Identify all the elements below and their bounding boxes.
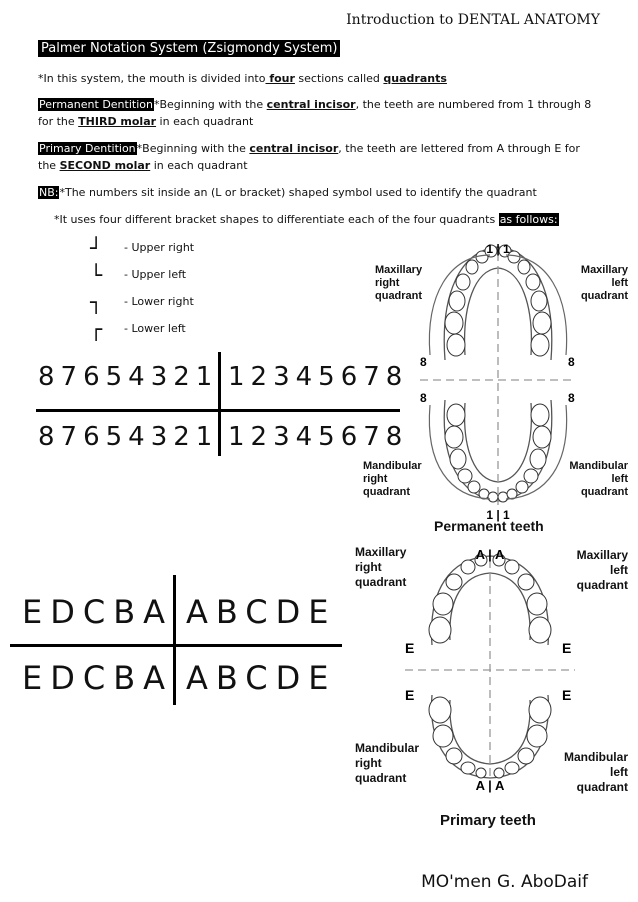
intro-four: four: [265, 72, 295, 85]
legend-row: [90, 315, 194, 342]
permanent-post: in each quadrant: [156, 115, 254, 128]
nb-label: NB:: [39, 186, 59, 199]
permanent-paragraph: [38, 96, 598, 130]
legend-row: [90, 234, 194, 261]
section-title: Palmer Notation System (Zsigmondy System): [38, 40, 340, 57]
legend-label: - Lower right: [124, 295, 194, 308]
tooth-e-label: E: [405, 687, 415, 703]
primary-paragraph: [38, 140, 598, 174]
legend-label: - Upper left: [124, 268, 187, 281]
grid-horizontal-line: [10, 644, 342, 647]
intro-paragraph: [38, 70, 598, 87]
tooth-8-label: 8: [420, 355, 427, 369]
perm-mandibular-right-label: Mandibular right quadrant: [363, 460, 422, 498]
tooth-e-label: E: [562, 640, 572, 656]
upper-left-letters: ABCDE: [186, 593, 337, 631]
perm-maxillary-left-label: Maxillary left quadrant: [580, 264, 628, 302]
tooth-8-label: 8: [568, 355, 575, 369]
primary-pre: *Beginning with the: [136, 142, 250, 155]
permanent-central-incisor: central incisor: [266, 98, 356, 111]
perm-mandibular-left-label: Mandibular left quadrant: [569, 460, 628, 498]
primary-central-incisor: central incisor: [249, 142, 339, 155]
lower-left-numbers: 12345678: [228, 422, 409, 452]
prim-mandibular-right-label: Mandibular right quadrant: [355, 741, 420, 785]
permanent-teeth-caption: Permanent teeth: [434, 518, 544, 534]
permanent-palmer-grid: [36, 352, 409, 456]
nb-text: *The numbers sit inside an (L or bracket) shaped symbol used to identify the quadrant: [59, 186, 537, 199]
intro-text: *In this system, the mouth is divided into: [38, 72, 266, 85]
primary-post: in each quadrant: [150, 159, 248, 172]
lower-left-letters: ABCDE: [186, 659, 337, 697]
author-signature: MO'men G. AboDaif: [421, 872, 588, 892]
tooth-e-label: E: [405, 640, 415, 656]
grid-vertical-line: [173, 575, 176, 705]
nb-paragraph: [38, 184, 598, 201]
perm-maxillary-right-label: Maxillary right quadrant: [375, 264, 423, 302]
permanent-label: Permanent Dentition: [39, 98, 153, 111]
upper-right-numbers: 87654321: [38, 362, 219, 392]
legend-row: [90, 288, 194, 315]
lower-left-bracket-icon: ┌: [90, 316, 103, 341]
primary-mid: , the teeth are lettered from A through E for the: [38, 142, 580, 172]
intro-quadrants: quadrants: [383, 72, 447, 85]
lower-right-numbers: 87654321: [38, 422, 219, 452]
legend-label: - Upper right: [124, 241, 195, 254]
legend-row: [90, 261, 194, 288]
permanent-mid: , the teeth are numbered from 1 through 8 for the: [38, 98, 592, 128]
shapes-highlight: as follows:: [499, 213, 558, 226]
shapes-text: *It uses four different bracket shapes to differentiate each of the four quadrants: [54, 213, 499, 226]
tooth-8-label: 8: [568, 391, 575, 405]
permanent-third-molar: THIRD molar: [78, 115, 157, 128]
bracket-legend: [90, 234, 194, 342]
lower-right-bracket-icon: ┐: [90, 289, 103, 314]
grid-vertical-line: [218, 352, 221, 456]
legend-label: - Lower left: [124, 322, 186, 335]
prim-maxillary-right-label: Maxillary right quadrant: [355, 545, 407, 589]
primary-palmer-grid: [10, 575, 342, 705]
page-header: Introduction to DENTAL ANATOMY: [346, 12, 600, 28]
upper-left-bracket-icon: └: [90, 262, 103, 287]
top-tooth-label: 1 | 1: [486, 242, 510, 256]
tooth-e-label: E: [562, 687, 572, 703]
shapes-paragraph: [54, 211, 614, 228]
lower-right-letters: EDCBA: [22, 659, 174, 697]
primary-label: Primary Dentition: [39, 142, 136, 155]
upper-right-letters: EDCBA: [22, 593, 174, 631]
bottom-tooth-label: A | A: [475, 778, 505, 793]
intro-mid: sections called: [294, 72, 384, 85]
prim-mandibular-left-label: Mandibular left quadrant: [563, 750, 628, 794]
tooth-8-label: 8: [420, 391, 427, 405]
bottom-tooth-label: 1 | 1: [486, 508, 510, 522]
permanent-pre: *Beginning with the: [153, 98, 267, 111]
primary-teeth-caption: Primary teeth: [440, 812, 536, 829]
primary-second-molar: SECOND molar: [59, 159, 151, 172]
prim-maxillary-left-label: Maxillary left quadrant: [576, 548, 628, 592]
upper-left-numbers: 12345678: [228, 362, 409, 392]
top-tooth-label: A | A: [475, 547, 505, 562]
upper-right-bracket-icon: ┘: [90, 235, 103, 260]
